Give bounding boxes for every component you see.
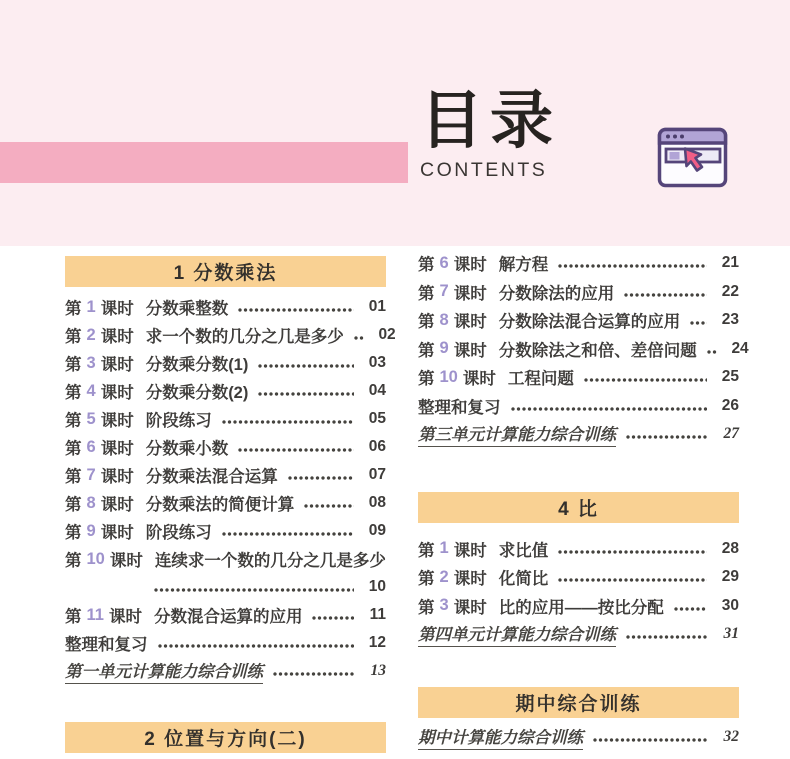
dot-leader [558, 578, 707, 582]
lesson-title: 阶段练习 [145, 524, 212, 542]
toc-row [65, 545, 386, 573]
toc-row [65, 489, 386, 517]
toc-row [418, 392, 739, 421]
lesson-label [65, 519, 134, 543]
lesson-title: 分数乘分数(2) [145, 384, 249, 402]
toc-row [65, 349, 386, 377]
toc-row [65, 629, 386, 657]
lesson-label [65, 323, 134, 347]
lesson-suffix: 课时 [100, 328, 134, 346]
lesson-suffix: 课时 [453, 256, 487, 275]
lesson-prefix: 第 [65, 468, 82, 486]
toc-row [65, 321, 396, 349]
toc-row-continuation [65, 573, 386, 601]
lesson-prefix: 第 [418, 541, 435, 560]
lesson-title: 求一个数的几分之几是多少 [145, 328, 344, 346]
lesson-suffix: 课时 [100, 384, 134, 402]
lesson-label [65, 491, 134, 515]
lesson-number: 6 [439, 253, 449, 272]
toc-row [418, 249, 739, 278]
page-number: 10 [368, 578, 386, 595]
lesson-prefix: 第 [65, 328, 82, 346]
lesson-suffix: 课时 [100, 524, 134, 542]
lesson-suffix: 课时 [100, 440, 134, 458]
page-number: 28 [721, 539, 739, 557]
lesson-suffix: 课时 [100, 468, 134, 486]
lesson-suffix: 课时 [453, 541, 487, 560]
lesson-label [65, 547, 143, 571]
dot-leader [674, 607, 707, 611]
lesson-prefix: 第 [65, 552, 82, 570]
lesson-label [418, 251, 487, 275]
section-rows [65, 293, 396, 685]
lesson-label [418, 594, 487, 618]
dot-leader [558, 264, 707, 268]
lesson-prefix: 第 [65, 300, 82, 318]
lesson-title: 化简比 [498, 570, 549, 589]
entry-title: 第三单元计算能力综合训练 [418, 421, 616, 447]
dot-leader [558, 550, 707, 554]
lesson-title: 分数乘小数 [145, 440, 229, 458]
section-header: 期中综合训练 [418, 687, 739, 718]
dot-leader [626, 435, 707, 439]
dot-leader [158, 644, 355, 648]
lesson-prefix: 第 [418, 570, 435, 589]
page-header-band [0, 0, 790, 246]
lesson-label [418, 365, 496, 389]
toc-row [65, 405, 386, 433]
toc-row [418, 592, 739, 621]
page-number: 08 [368, 494, 386, 511]
toc-row [418, 278, 739, 307]
toc-row [418, 420, 739, 449]
lesson-suffix: 课时 [453, 284, 487, 303]
lesson-title: 分数除法的应用 [498, 284, 615, 303]
toc-section [418, 249, 749, 449]
entry-title: 第一单元计算能力综合训练 [65, 658, 263, 684]
lesson-number: 4 [86, 381, 96, 400]
section-header: 1 分数乘法 [65, 256, 386, 287]
page-number: 12 [368, 634, 386, 651]
lesson-number: 9 [439, 339, 449, 358]
dot-leader [288, 476, 354, 480]
lesson-number: 1 [439, 539, 449, 558]
lesson-label [65, 351, 134, 375]
lesson-prefix: 第 [418, 370, 435, 389]
lesson-suffix: 课时 [100, 412, 134, 430]
toc-row [418, 620, 739, 649]
lesson-title: 分数乘法的简便计算 [145, 496, 295, 514]
lesson-label [65, 407, 134, 431]
dot-leader [593, 738, 707, 742]
toc-right-column [418, 249, 749, 751]
dot-leader [354, 336, 364, 340]
lesson-label [418, 537, 487, 561]
lesson-prefix: 第 [65, 384, 82, 402]
page-number: 02 [378, 326, 396, 343]
toc-section [418, 492, 739, 649]
title-block [420, 88, 560, 182]
dot-leader [626, 635, 707, 639]
decorative-pink-bar [0, 142, 408, 183]
toc-row [65, 293, 386, 321]
lesson-suffix: 课时 [453, 598, 487, 617]
dot-leader [258, 392, 354, 396]
page-number: 09 [368, 522, 386, 539]
lesson-label [418, 280, 487, 304]
lesson-label [65, 603, 142, 627]
dot-leader [258, 364, 354, 368]
browser-window-cursor-icon [657, 127, 729, 189]
lesson-title: 阶段练习 [145, 412, 212, 430]
lesson-suffix: 课时 [453, 313, 487, 332]
lesson-title: 解方程 [498, 256, 549, 275]
dot-leader [690, 321, 707, 325]
lesson-label [65, 463, 134, 487]
lesson-number: 11 [86, 605, 104, 624]
lesson-title: 分数除法之和倍、差倍问题 [498, 341, 697, 360]
section-header: 4 比 [418, 492, 739, 523]
lesson-number: 6 [86, 437, 96, 456]
page-number: 25 [721, 368, 739, 386]
lesson-suffix: 课时 [100, 300, 134, 318]
entry-title: 整理和复习 [65, 636, 148, 654]
page-number: 29 [721, 568, 739, 586]
lesson-suffix: 课时 [453, 570, 487, 589]
section-rows [418, 535, 739, 649]
lesson-number: 8 [439, 310, 449, 329]
lesson-suffix: 课时 [108, 608, 142, 626]
lesson-prefix: 第 [65, 524, 82, 542]
page-number: 04 [368, 382, 386, 399]
page-number: 07 [368, 466, 386, 483]
toc-row [418, 306, 739, 335]
lesson-prefix: 第 [65, 608, 82, 626]
page-number: 32 [723, 727, 739, 745]
dot-leader [238, 448, 354, 452]
lesson-number: 5 [86, 409, 96, 428]
page-number: 03 [368, 354, 386, 371]
dot-leader [707, 350, 717, 354]
lesson-title: 分数乘法混合运算 [145, 468, 278, 486]
page-number: 26 [721, 396, 739, 414]
page-number: 05 [368, 410, 386, 427]
page-number: 21 [721, 254, 739, 272]
dot-leader [312, 616, 354, 620]
section-rows [418, 723, 739, 752]
toc-row [65, 517, 386, 545]
lesson-prefix: 第 [418, 313, 435, 332]
lesson-number: 2 [439, 567, 449, 586]
lesson-prefix: 第 [65, 356, 82, 374]
toc-section [65, 256, 396, 685]
lesson-suffix: 课时 [453, 341, 487, 360]
toc-row [65, 461, 386, 489]
page-number: 13 [370, 662, 386, 679]
toc-row [418, 563, 739, 592]
lesson-number: 10 [86, 549, 105, 568]
section-header: 2 位置与方向(二) [65, 722, 386, 753]
page-number: 22 [721, 282, 739, 300]
lesson-label [65, 435, 134, 459]
dot-leader [624, 293, 707, 297]
lesson-title: 求比值 [498, 541, 549, 560]
lesson-title: 工程问题 [507, 370, 574, 389]
dot-leader [273, 672, 354, 676]
lesson-label [418, 308, 487, 332]
entry-title: 整理和复习 [418, 398, 501, 417]
section-rows [418, 249, 749, 449]
lesson-label [418, 565, 487, 589]
lesson-number: 8 [86, 493, 96, 512]
lesson-title: 分数乘整数 [145, 300, 229, 318]
page-subtitle: CONTENTS [420, 159, 548, 182]
toc-left-column [65, 256, 396, 759]
lesson-prefix: 第 [418, 598, 435, 617]
entry-title: 第四单元计算能力综合训练 [418, 621, 616, 647]
dot-leader [154, 588, 354, 592]
lesson-label [65, 379, 134, 403]
toc-row [418, 363, 739, 392]
lesson-title: 分数乘分数(1) [145, 356, 249, 374]
page-number: 31 [723, 625, 739, 643]
toc-row [65, 601, 386, 629]
toc-section [65, 722, 386, 753]
lesson-number: 2 [86, 325, 96, 344]
dot-leader [584, 378, 707, 382]
dot-leader [304, 504, 354, 508]
toc-row [418, 335, 749, 364]
lesson-title: 分数混合运算的应用 [153, 608, 303, 626]
page-number: 30 [721, 596, 739, 614]
lesson-prefix: 第 [418, 341, 435, 360]
page-number: 11 [369, 606, 386, 623]
lesson-title: 比的应用——按比分配 [498, 598, 664, 617]
lesson-number: 1 [86, 297, 96, 316]
lesson-prefix: 第 [65, 412, 82, 430]
toc-row [65, 433, 386, 461]
lesson-number: 3 [86, 353, 96, 372]
lesson-title: 连续求一个数的几分之几是多少 [154, 552, 386, 570]
toc-row [418, 535, 739, 564]
page-number: 27 [723, 425, 739, 443]
lesson-number: 7 [439, 282, 449, 301]
lesson-prefix: 第 [418, 284, 435, 303]
page-title: 目录 [420, 86, 560, 156]
toc-row [65, 377, 386, 405]
dot-leader [511, 407, 708, 411]
page-number: 24 [731, 339, 749, 357]
lesson-suffix: 课时 [109, 552, 143, 570]
lesson-suffix: 课时 [100, 496, 134, 514]
lesson-number: 9 [86, 521, 96, 540]
toc-row [65, 657, 386, 685]
lesson-label [65, 295, 134, 319]
lesson-prefix: 第 [65, 496, 82, 514]
lesson-suffix: 课时 [100, 356, 134, 374]
page-number: 06 [368, 438, 386, 455]
lesson-number: 10 [439, 367, 458, 386]
toc-row [418, 723, 739, 752]
lesson-prefix: 第 [65, 440, 82, 458]
entry-title: 期中计算能力综合训练 [418, 724, 583, 750]
lesson-suffix: 课时 [462, 370, 496, 389]
lesson-label [418, 337, 487, 361]
dot-leader [238, 308, 354, 312]
toc-section [418, 687, 739, 752]
lesson-number: 7 [86, 465, 96, 484]
page-number: 23 [721, 311, 739, 329]
lesson-number: 3 [439, 596, 449, 615]
dot-leader [222, 420, 354, 424]
lesson-prefix: 第 [418, 256, 435, 275]
page-number: 01 [368, 298, 386, 315]
dot-leader [222, 532, 354, 536]
lesson-title: 分数除法混合运算的应用 [498, 313, 681, 332]
